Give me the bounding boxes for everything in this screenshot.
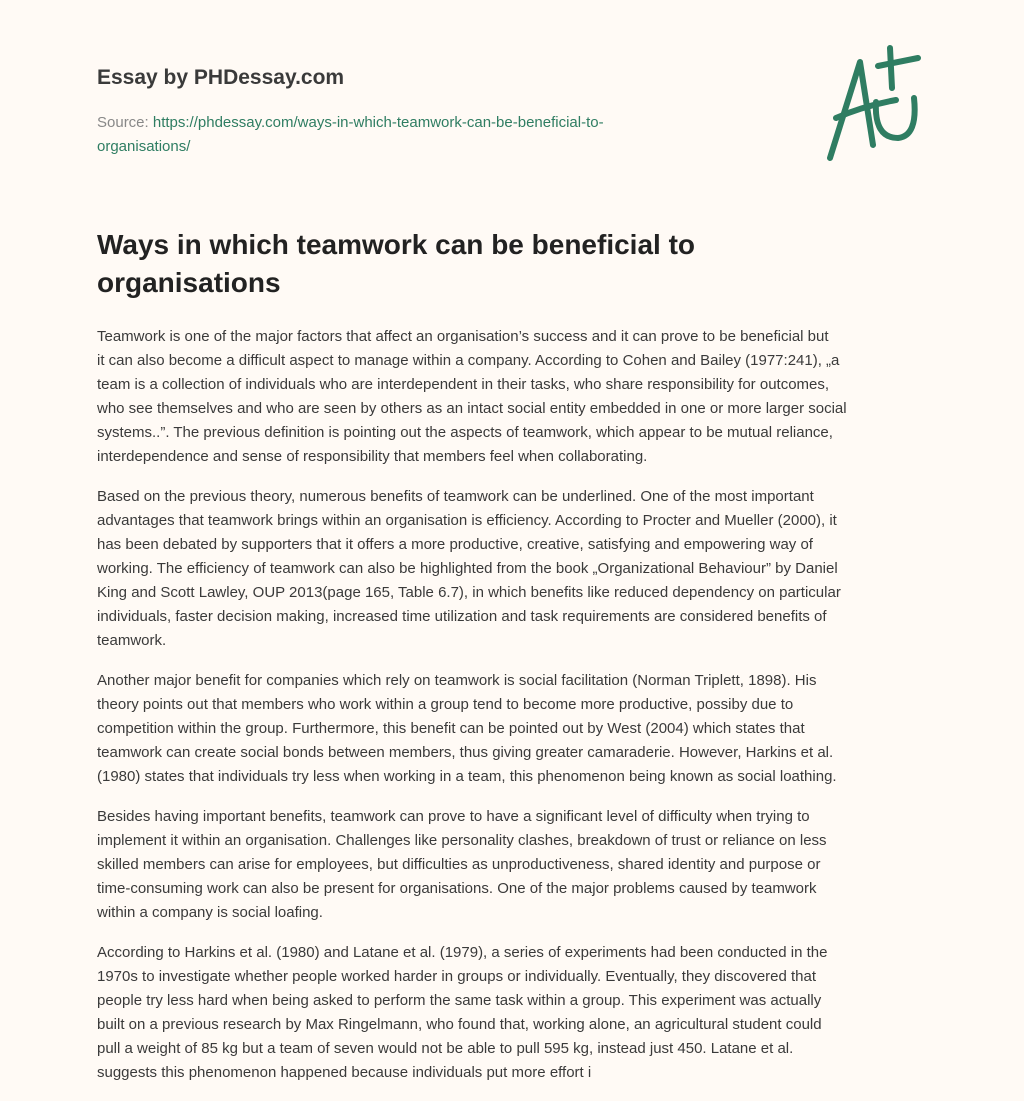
paragraph-line: people try less hard when being asked to perform the same task within a group. This experiment was actually (97, 992, 822, 1009)
paragraph-line: teamwork can create social bonds between members, thus giving greater camaraderie. However, Harkins et al. (97, 744, 834, 761)
paragraph-line: implement it within an organisation. Challenges like personality clashes, breakdown of trust or reliance on less (97, 832, 827, 849)
paragraph (97, 325, 947, 469)
paragraph-line: it can also become a difficult aspect to manage within a company. According to Cohen and Bailey (1977:241), „a (97, 352, 840, 369)
paragraph-line: theory points out that members who work within a group tend to become more productive, possiby due to (97, 696, 794, 713)
paragraph-line: teamwork. (97, 632, 167, 649)
paragraph-line: advantages that teamwork brings within an organisation is efficiency. According to Procter and Mueller (2000), it (97, 512, 837, 529)
source-label: Source: (97, 114, 153, 131)
paragraph-line: competition within the group. Furthermore, this benefit can be pointed out by West (2004) which states that (97, 720, 805, 737)
source-link-line[interactable]: https://phdessay.com/ways-in-which-teamwork-can-be-beneficial-to- (152, 114, 604, 131)
paragraph-line: skilled members can arise for employees, but difficulties as unproductiveness, shared identity and purpose or (97, 856, 821, 873)
paragraph-line: individuals, faster decision making, increased time utilization and task requirements are considered benefits of (97, 608, 827, 625)
source-link[interactable] (97, 114, 604, 155)
paragraph (97, 805, 947, 925)
title-line: Ways in which teamwork can be beneficial to (97, 229, 696, 260)
paragraph-line: has been debated by supporters that it offers a more productive, creative, satisfying and empowering way of (97, 536, 813, 553)
paragraph-line: team is a collection of individuals who are interdependent in their tasks, who share responsibility for outcomes, (97, 376, 830, 393)
paragraph-line: within a company is social loafing. (97, 904, 323, 921)
paragraph (97, 485, 947, 653)
paragraph-line: suggests this phenomenon happened because individuals put more effort i (97, 1064, 592, 1081)
paragraph-line: Besides having important benefits, teamwork can prove to have a significant level of difficulty when trying to (97, 808, 810, 825)
paragraph (97, 669, 947, 789)
paragraph (97, 941, 947, 1085)
paragraph-line: interdependence and sense of responsibility that members feel when collaborating. (97, 448, 648, 465)
paragraph-line: Another major benefit for companies which rely on teamwork is social facilitation (Norman Triplett, 1898). His (97, 672, 817, 689)
source-line (97, 111, 604, 159)
paragraph-line: who see themselves and who are seen by others as an intact social entity embedded in one or more larger social (97, 400, 847, 417)
paragraph-line: built on a previous research by Max Ringelmann, who found that, working alone, an agricultural student could (97, 1016, 822, 1033)
paragraph-line: pull a weight of 85 kg but a team of seven would not be able to pull 595 kg, instead just 450. Latane et al. (97, 1040, 794, 1057)
article-title (97, 226, 857, 302)
article-body (97, 325, 947, 1101)
paragraph-line: working. The efficiency of teamwork can also be highlighted from the book „Organizational Behaviour” by Daniel (97, 560, 838, 577)
paragraph-line: 1970s to investigate whether people worked harder in groups or individually. Eventually, they discovered that (97, 968, 817, 985)
title-line: organisations (97, 267, 281, 298)
paragraph-line: time-consuming work can also be present for organisations. One of the major problems caused by teamwork (97, 880, 817, 897)
paragraph-line: Teamwork is one of the major factors that affect an organisation’s success and it can prove to be beneficial but (97, 328, 829, 345)
paragraph-line: (1980) states that individuals try less when working in a team, this phenomenon being known as social loathing. (97, 768, 837, 785)
paragraph-line: King and Scott Lawley, OUP 2013(page 165, Table 6.7), in which benefits like reduced dependency on particular (97, 584, 841, 601)
paragraph-line: systems..”. The previous definition is pointing out the aspects of teamwork, which appear to be mutual reliance, (97, 424, 833, 441)
source-link-line[interactable]: organisations/ (97, 138, 191, 155)
paragraph-line: According to Harkins et al. (1980) and Latane et al. (1979), a series of experiments had been conducted in the (97, 944, 828, 961)
paragraph-line: Based on the previous theory, numerous benefits of teamwork can be underlined. One of the most important (97, 488, 814, 505)
site-title: Essay by PHDessay.com (97, 66, 345, 89)
a-plus-logo-icon (818, 40, 928, 165)
